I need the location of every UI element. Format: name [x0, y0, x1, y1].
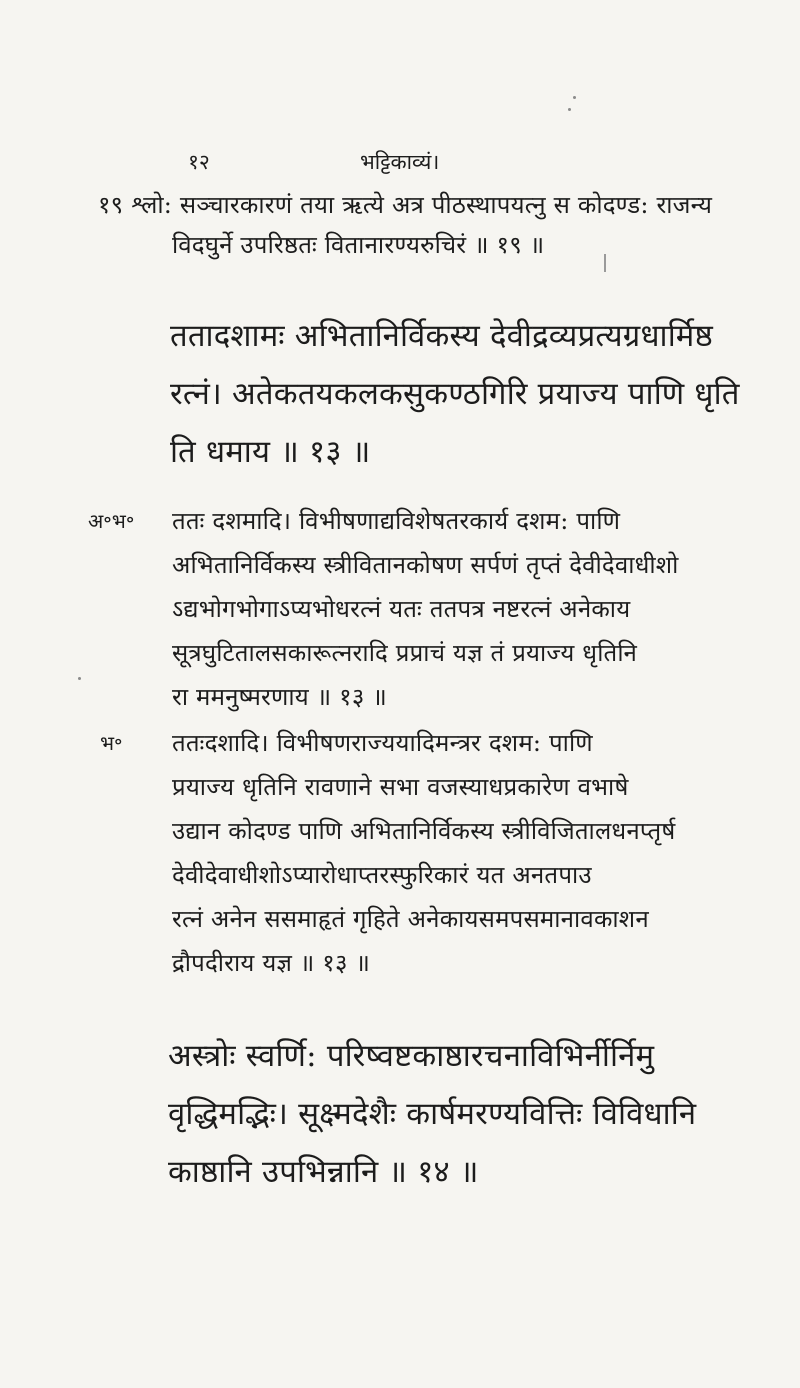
page-header	[0, 148, 800, 180]
verse-12-line-2: विदघुर्ने उपरिष्ठतः वितानारण्यरुचिरं ॥ १९ ॥	[172, 231, 545, 259]
commentary-2-line-6: द्रौपदीराय यज्ञ ॥ १३ ॥	[172, 949, 371, 977]
commentary-2-label: भ॰	[100, 731, 123, 755]
verse-13-line-3: ति धमाय ॥ १३ ॥	[170, 434, 371, 470]
commentary-2-line-4: देवीदेवाधीशोऽप्यारोधाप्तरस्फुरिकारं यत अनतपाउ	[172, 861, 592, 889]
scan-speck	[78, 677, 81, 680]
verse-12-label: १९ श्लो:	[98, 191, 173, 219]
verse-14-line-1: अस्त्रोः स्वर्णि: परिष्वष्टकाष्ठारचनाविभिर्नीर्निमु	[168, 1038, 655, 1074]
commentary-1-line-2: अभितानिर्विकस्य स्त्रीवितानकोषण सर्पणं तृप्तं देवीदेवाधीशो	[172, 551, 679, 579]
verse-13-line-1: ततादशामः अभितानिर्विकस्य देवीद्रव्यप्रत्यग्रधार्मिष्ठ	[170, 318, 713, 354]
commentary-1-label: अ॰भ॰	[88, 509, 135, 533]
commentary-2-line-1: ततःदशादि। विभीषणराज्ययादिमन्त्रर दशम: पाणि	[172, 729, 593, 757]
verse-14-line-2: वृद्धिमद्भिः। सूक्ष्मदेशैः कार्षमरण्यवित्तिः विविधानि	[168, 1096, 697, 1132]
page-number: १२	[188, 150, 210, 174]
commentary-1-line-3: ऽद्यभोगभोगाऽप्यभोधरत्नं यतः ततपत्र नष्टरत्नं अनेकाय	[172, 595, 631, 623]
running-title: भट्टिकाव्यं।	[360, 150, 440, 174]
scan-mark	[604, 254, 606, 272]
commentary-2-line-5: रत्नं अनेन ससमाहृतं गृहिते अनेकायसमपसमानावकाशन	[172, 905, 649, 933]
commentary-2-line-2: प्रयाज्य धृतिनि रावणाने सभा वजस्याधप्रकारेण वभाषे	[172, 773, 629, 801]
commentary-1-line-1: ततः दशमादि। विभीषणाद्यविशेषतरकार्य दशम: पाणि	[172, 507, 621, 535]
scan-speck	[568, 108, 571, 111]
verse-13-line-2: रत्नं। अतेकतयकलकसुकण्ठगिरि प्रयाज्य पाणि धृति	[170, 376, 740, 412]
verse-12-line-1: १९ श्लो: सञ्चारकारणं तया ऋत्ये अत्र पीठस्थापयत्नु स कोदण्ड: राजन्य	[98, 191, 713, 219]
verse-14-line-3: काष्ठानि उपभिन्नानि ॥ १४ ॥	[168, 1154, 479, 1190]
commentary-1-line-4: सूत्रघुटितालसकारूत्नरादि प्रप्राचं यज्ञ तं प्रयाज्य धृतिनि	[172, 639, 638, 667]
commentary-1-line-5: रा ममनुष्मरणाय ॥ १३ ॥	[172, 683, 387, 711]
commentary-2-line-3: उद्यान कोदण्ड पाणि अभितानिर्विकस्य स्त्रीविजितालधनप्तृर्ष	[172, 817, 676, 845]
scan-speck	[573, 96, 576, 99]
